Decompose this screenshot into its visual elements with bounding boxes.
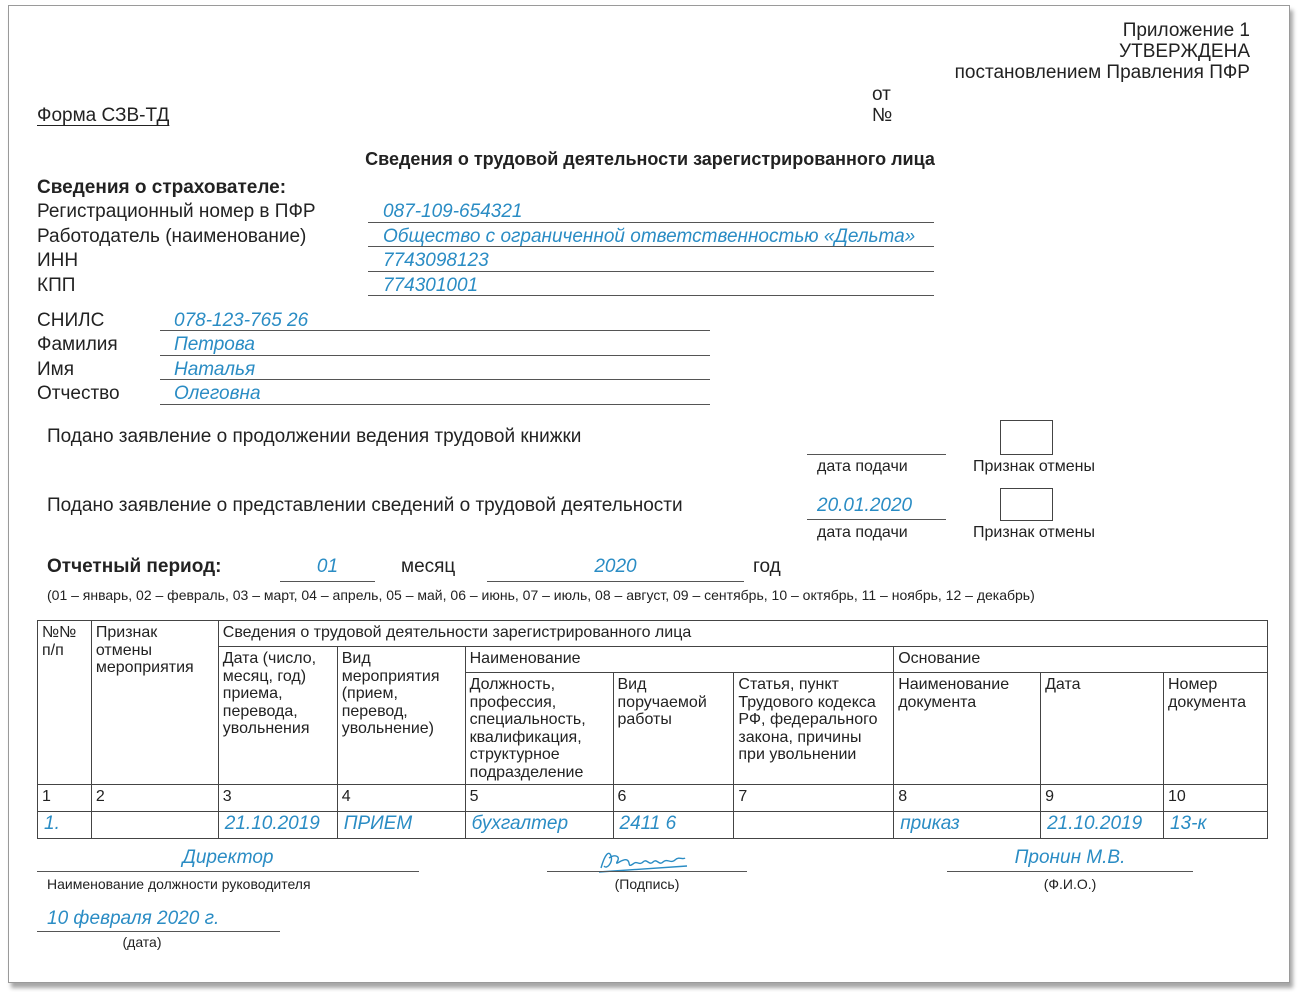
snils-line bbox=[160, 330, 710, 331]
kpp-label: КПП bbox=[37, 275, 76, 296]
row-cancel bbox=[91, 812, 218, 839]
approval-block bbox=[955, 20, 1250, 83]
approval-number: № bbox=[872, 105, 893, 126]
surname-value: Петрова bbox=[174, 334, 255, 355]
row-num: 1. bbox=[38, 812, 92, 839]
header-info: Сведения о трудовой деятельности зарегистрированного лица bbox=[218, 621, 1267, 647]
patronymic-label: Отчество bbox=[37, 383, 120, 404]
sign-date-line bbox=[37, 931, 280, 932]
info-date-value: 20.01.2020 bbox=[817, 495, 913, 516]
period-label: Отчетный период: bbox=[47, 556, 222, 577]
row-position: бухгалтер bbox=[465, 812, 613, 839]
position-label: Наименование должности руководителя bbox=[47, 876, 311, 892]
header-num: №№ п/п bbox=[38, 621, 92, 785]
period-month-label: месяц bbox=[401, 556, 456, 577]
column-number: 2 bbox=[91, 785, 218, 812]
surname-label: Фамилия bbox=[37, 334, 118, 355]
column-number: 9 bbox=[1041, 785, 1164, 812]
director-position-value: Директор bbox=[182, 847, 274, 868]
column-number-row bbox=[38, 785, 1268, 812]
surname-line bbox=[160, 355, 710, 356]
first-name-line bbox=[160, 379, 710, 380]
page-title: Сведения о трудовой деятельности зарегистрированного лица bbox=[365, 149, 935, 169]
inn-line bbox=[368, 271, 934, 272]
first-name-value: Наталья bbox=[174, 359, 256, 380]
column-number: 3 bbox=[218, 785, 337, 812]
column-number: 8 bbox=[894, 785, 1041, 812]
patronymic-line bbox=[160, 404, 710, 405]
employer-heading: Сведения о страхователе: bbox=[37, 177, 287, 198]
inn-value: 7743098123 bbox=[383, 250, 489, 271]
period-month-value: 01 bbox=[316, 556, 339, 577]
kpp-line bbox=[368, 295, 934, 296]
approval-appendix: Приложение 1 bbox=[1122, 20, 1250, 41]
first-name-label: Имя bbox=[37, 359, 75, 380]
table-row bbox=[38, 812, 1268, 839]
employer-name-value: Общество с ограниченной ответственностью «Дельта» bbox=[383, 226, 916, 247]
patronymic-value: Олеговна bbox=[174, 383, 261, 404]
header-worktype: Вид поручаемой работы bbox=[613, 673, 734, 785]
row-kind: ПРИЕМ bbox=[337, 812, 465, 839]
employer-name-label: Работодатель (наименование) bbox=[37, 226, 307, 247]
row-docnum: 13-к bbox=[1163, 812, 1267, 839]
header-basis: Основание bbox=[894, 647, 1268, 673]
column-number: 7 bbox=[734, 785, 894, 812]
header-date: Дата (число, месяц, год) приема, перевода, увольнения bbox=[218, 647, 337, 785]
sign-date-value: 10 февраля 2020 г. bbox=[47, 908, 220, 929]
info-date-line bbox=[807, 519, 946, 520]
row-docname: приказ bbox=[894, 812, 1041, 839]
book-cancel-label: Признак отмены bbox=[973, 458, 1095, 475]
fio-line bbox=[947, 871, 1193, 872]
reg-number-line bbox=[368, 222, 934, 223]
period-month-line bbox=[280, 581, 375, 582]
position-line bbox=[37, 871, 419, 872]
book-application-text: Подано заявление о продолжении ведения трудовой книжки bbox=[47, 426, 582, 447]
period-legend: (01 – январь, 02 – февраль, 03 – март, 04 – апрель, 05 – май, 06 – июнь, 07 – июль, 08 – август, 09 – сентябрь, 10 – октябрь, 11 – ноябрь, 12 – декабрь) bbox=[47, 587, 1035, 603]
row-worktype: 2411 6 bbox=[613, 812, 734, 839]
approval-from: от bbox=[872, 84, 891, 105]
column-number: 1 bbox=[38, 785, 92, 812]
row-date: 21.10.2019 bbox=[218, 812, 337, 839]
header-position: Должность, профессия, специальность, квалификация, структурное подразделение bbox=[465, 673, 613, 785]
book-date-line bbox=[807, 454, 946, 455]
header-docnum: Номер документа bbox=[1163, 673, 1267, 785]
column-number: 6 bbox=[613, 785, 734, 812]
column-number: 10 bbox=[1163, 785, 1267, 812]
reg-number-value: 087-109-654321 bbox=[383, 201, 523, 222]
info-cancel-checkbox[interactable] bbox=[1000, 488, 1053, 521]
header-article: Статья, пункт Трудового кодекса РФ, федерального закона, причины при увольнении bbox=[734, 673, 894, 785]
signature-label: (Подпись) bbox=[614, 876, 680, 892]
book-date-label: дата подачи bbox=[817, 458, 908, 475]
fio-value: Пронин М.В. bbox=[1014, 847, 1126, 868]
book-cancel-checkbox[interactable] bbox=[1000, 420, 1053, 455]
header-kind: Вид мероприятия (прием, перевод, увольнение) bbox=[337, 647, 465, 785]
header-naming: Наименование bbox=[465, 647, 894, 673]
approval-resolution: постановлением Правления ПФР bbox=[954, 62, 1250, 83]
signature-line bbox=[547, 871, 747, 872]
row-article bbox=[734, 812, 894, 839]
row-docdate: 21.10.2019 bbox=[1041, 812, 1164, 839]
info-application-text: Подано заявление о представлении сведений о трудовой деятельности bbox=[47, 495, 683, 516]
info-cancel-label: Признак отмены bbox=[973, 524, 1095, 541]
period-year-value: 2020 bbox=[594, 556, 637, 577]
snils-value: 078-123-765 26 bbox=[174, 310, 309, 331]
period-year-line bbox=[487, 581, 744, 582]
kpp-value: 774301001 bbox=[383, 275, 479, 296]
fio-label: (Ф.И.О.) bbox=[1043, 876, 1097, 892]
column-number: 4 bbox=[337, 785, 465, 812]
activity-table bbox=[37, 620, 1268, 839]
snils-label: СНИЛС bbox=[37, 310, 105, 331]
reg-number-label: Регистрационный номер в ПФР bbox=[37, 201, 316, 222]
inn-label: ИНН bbox=[37, 250, 79, 271]
column-number: 5 bbox=[465, 785, 613, 812]
header-cancel: Признак отмены мероприятия bbox=[91, 621, 218, 785]
header-docdate: Дата bbox=[1041, 673, 1164, 785]
period-year-label: год bbox=[753, 556, 781, 577]
sign-date-label: (дата) bbox=[122, 934, 162, 950]
form-name: Форма СЗВ-ТД bbox=[37, 105, 170, 126]
info-date-label: дата подачи bbox=[817, 524, 908, 541]
approval-approved: УТВЕРЖДЕНА bbox=[1119, 41, 1250, 62]
employer-name-line bbox=[368, 246, 934, 247]
header-docname: Наименование документа bbox=[894, 673, 1041, 785]
